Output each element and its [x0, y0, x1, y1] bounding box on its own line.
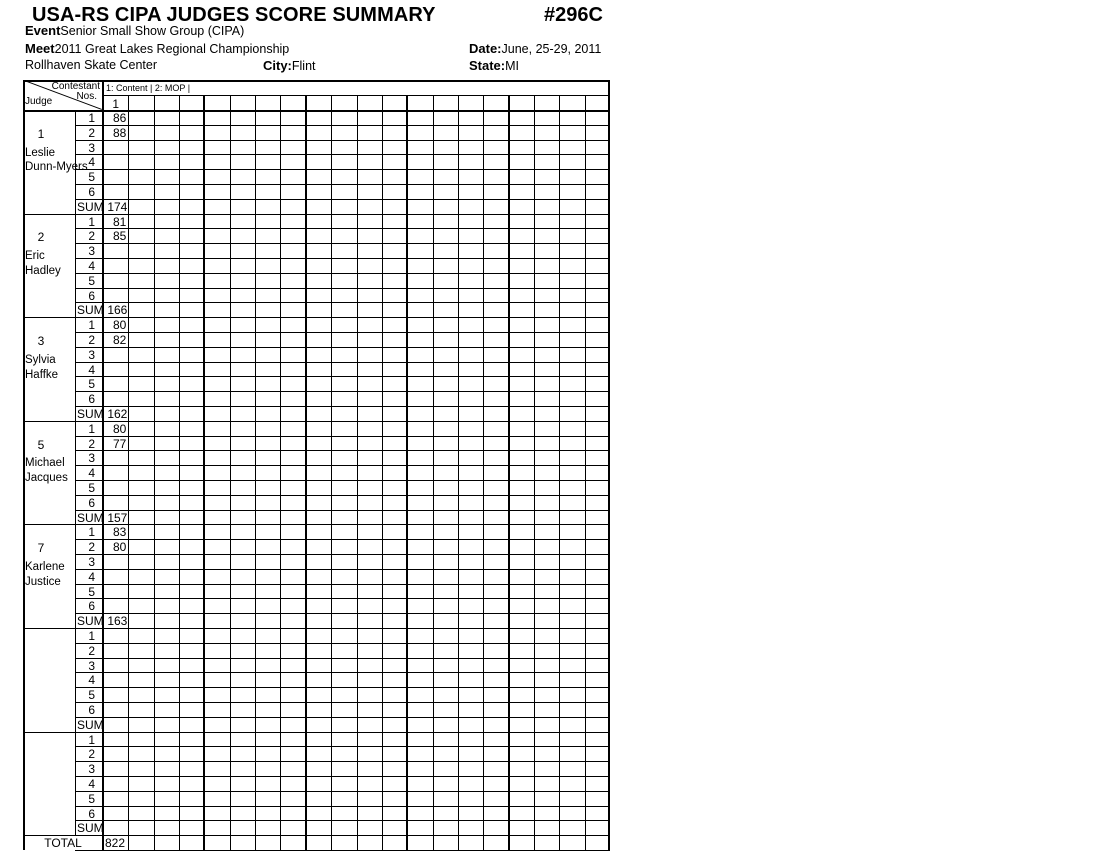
row-label: 4	[88, 155, 95, 170]
row-label: 2	[88, 333, 95, 347]
block-line	[23, 732, 610, 733]
row-label: 4	[88, 466, 95, 481]
judge-first-name: Sylvia	[25, 353, 56, 366]
judge-last-name: Haffke	[25, 368, 59, 381]
row-line	[75, 702, 610, 703]
date-value: June, 25-29, 2011	[501, 42, 602, 56]
row-label: 3	[88, 347, 95, 362]
row-label: 6	[88, 703, 95, 717]
column-line	[534, 95, 535, 850]
column-line	[331, 95, 332, 850]
corner-judge-label: Judge	[25, 96, 53, 107]
row-label: 6	[88, 288, 95, 303]
row-label: 4	[88, 673, 95, 688]
row-line	[75, 791, 610, 792]
row-line	[75, 228, 610, 229]
row-line	[75, 584, 610, 585]
row-line	[75, 465, 610, 466]
row-line	[75, 376, 610, 377]
row-line	[75, 436, 610, 437]
column-line	[585, 95, 586, 850]
row-line	[75, 243, 610, 244]
row-line	[75, 554, 610, 555]
score-cell: 80	[112, 421, 127, 436]
row-label: 1	[88, 214, 95, 229]
row-line	[75, 362, 610, 363]
row-label: 1	[88, 111, 95, 125]
row-label: 3	[88, 762, 95, 777]
row-line	[75, 154, 610, 155]
row-line	[75, 672, 610, 673]
row-line	[75, 273, 610, 274]
score-cell: 82	[112, 333, 127, 347]
row-label: 2	[88, 436, 95, 451]
row-line	[75, 480, 610, 481]
date-line	[469, 41, 601, 57]
row-label: 3	[88, 244, 95, 259]
city-label: City:	[263, 58, 292, 73]
judge-number: 3	[37, 334, 45, 348]
row-line	[75, 658, 610, 659]
row-label: 3	[88, 451, 95, 466]
row-label: 5	[88, 170, 95, 185]
row-line	[75, 125, 610, 126]
judge-number: 1	[37, 126, 45, 141]
city-line	[263, 58, 316, 74]
event-label: Event	[25, 23, 61, 38]
meet-value: 2011 Great Lakes Regional Championship	[54, 42, 290, 56]
row-label: 5	[88, 584, 95, 599]
score-cell: 88	[112, 125, 127, 140]
sum-label: SUM	[77, 510, 104, 525]
sum-cell: 163	[107, 614, 128, 629]
row-line	[75, 288, 610, 289]
column-line	[483, 95, 484, 850]
score-cell: 81	[112, 214, 127, 229]
judge-number: 5	[37, 437, 45, 452]
column-line	[230, 95, 231, 850]
judge-last-name: Justice	[25, 575, 61, 588]
event-value: Senior Small Show Group (CIPA)	[60, 24, 245, 38]
score-cell: 80	[112, 540, 127, 555]
sum-label: SUM	[77, 821, 104, 836]
row-line	[75, 347, 610, 348]
column-line	[154, 95, 155, 850]
column-line	[458, 95, 459, 850]
form-number: #296C	[544, 4, 603, 26]
row-line	[75, 687, 610, 688]
row-label: 4	[88, 259, 95, 273]
row-line	[75, 302, 610, 303]
row-line	[75, 569, 610, 570]
venue: Rollhaven Skate Center	[25, 58, 158, 72]
row-line	[75, 332, 610, 333]
row-label: 5	[88, 481, 95, 495]
row-line	[75, 258, 610, 259]
row-label: 1	[88, 525, 95, 540]
sum-label: SUM	[77, 717, 104, 732]
row-label: 2	[88, 747, 95, 762]
judge-first-name: Michael	[25, 457, 65, 470]
row-line	[75, 140, 610, 141]
sum-label: SUM	[77, 614, 104, 629]
column-line	[433, 95, 434, 850]
row-line	[75, 643, 610, 644]
row-label: 1	[88, 629, 95, 643]
judge-number: 2	[37, 230, 45, 245]
judge-last-name: Dunn-Myers	[25, 161, 88, 174]
judge-number: 7	[37, 541, 45, 556]
row-line	[75, 406, 610, 407]
score-cell: 86	[112, 111, 127, 125]
score-cell: 77	[112, 436, 127, 451]
row-label: 5	[88, 377, 95, 392]
row-line	[75, 806, 610, 807]
row-label: 6	[88, 185, 95, 199]
group-divider	[305, 95, 307, 850]
score-cell: 80	[112, 318, 127, 333]
date-label: Date:	[469, 41, 502, 56]
column-line	[280, 95, 281, 850]
row-line	[75, 199, 610, 200]
group-divider	[203, 95, 205, 850]
row-label: 2	[88, 540, 95, 555]
row-label: 1	[88, 421, 95, 436]
row-label: 2	[88, 643, 95, 658]
event-line	[25, 23, 244, 39]
column-line	[382, 95, 383, 850]
row-line	[75, 776, 610, 777]
meet-label: Meet	[25, 41, 55, 56]
row-label: 1	[88, 732, 95, 747]
row-line	[75, 717, 610, 718]
judge-first-name: Eric	[25, 250, 45, 263]
row-line	[75, 450, 610, 451]
row-label: 6	[88, 806, 95, 821]
row-label: 6	[88, 495, 95, 510]
judge-last-name: Hadley	[25, 265, 61, 277]
column-line	[179, 95, 180, 850]
row-line	[75, 761, 610, 762]
sum-cell: 174	[107, 199, 128, 214]
column-line	[559, 95, 560, 850]
row-line	[75, 169, 610, 170]
sum-cell: 166	[107, 303, 128, 318]
column-line	[128, 95, 129, 850]
column-line	[357, 95, 358, 850]
page-title: USA-RS CIPA JUDGES SCORE SUMMARY	[32, 4, 436, 26]
row-label: 6	[88, 392, 95, 407]
row-line	[75, 746, 610, 747]
column-line	[255, 95, 256, 850]
row-line	[75, 598, 610, 599]
sum-label: SUM	[77, 407, 104, 421]
corner-contestant-label: Contestant	[51, 81, 100, 92]
total-label: TOTAL	[44, 836, 82, 851]
meet-line	[25, 41, 289, 57]
row-line	[75, 391, 610, 392]
sum-label: SUM	[77, 199, 104, 214]
sum-cell: 157	[107, 510, 128, 525]
score-cell: 83	[112, 525, 127, 540]
row-line	[75, 539, 610, 540]
row-label: 5	[88, 273, 95, 288]
city-value: Flint	[291, 59, 316, 73]
row-line	[75, 510, 610, 511]
row-label: 3	[88, 555, 95, 569]
row-line	[75, 820, 610, 821]
row-label: 6	[88, 599, 95, 614]
row-label: 4	[88, 362, 95, 377]
row-label: 2	[88, 125, 95, 140]
row-label: 1	[88, 318, 95, 333]
group-divider	[508, 95, 510, 850]
row-label: 5	[88, 688, 95, 703]
score-legend: 1: Content | 2: MOP |	[106, 83, 191, 93]
row-line	[75, 613, 610, 614]
group-divider	[406, 95, 408, 850]
row-label: 4	[88, 569, 95, 584]
sum-cell: 162	[107, 407, 128, 421]
judge-first-name: Leslie	[25, 146, 56, 159]
row-label: 4	[88, 777, 95, 791]
judge-last-name: Jacques	[25, 472, 68, 485]
score-grid	[23, 80, 610, 850]
corner-nos-label: Nos.	[76, 91, 97, 102]
total-value: 822	[105, 836, 126, 851]
score-cell: 85	[112, 229, 127, 244]
judge-first-name: Karlene	[25, 561, 65, 573]
row-label: 3	[88, 658, 95, 673]
state-label: State:	[469, 58, 506, 73]
sum-label: SUM	[77, 303, 104, 318]
contestant-number: 1	[112, 97, 120, 111]
row-line	[75, 184, 610, 185]
row-label: 2	[88, 229, 95, 244]
state-value: MI	[505, 59, 520, 73]
row-label: 5	[88, 791, 95, 806]
state-line	[469, 58, 519, 74]
row-label: 3	[88, 140, 95, 155]
row-line	[75, 495, 610, 496]
